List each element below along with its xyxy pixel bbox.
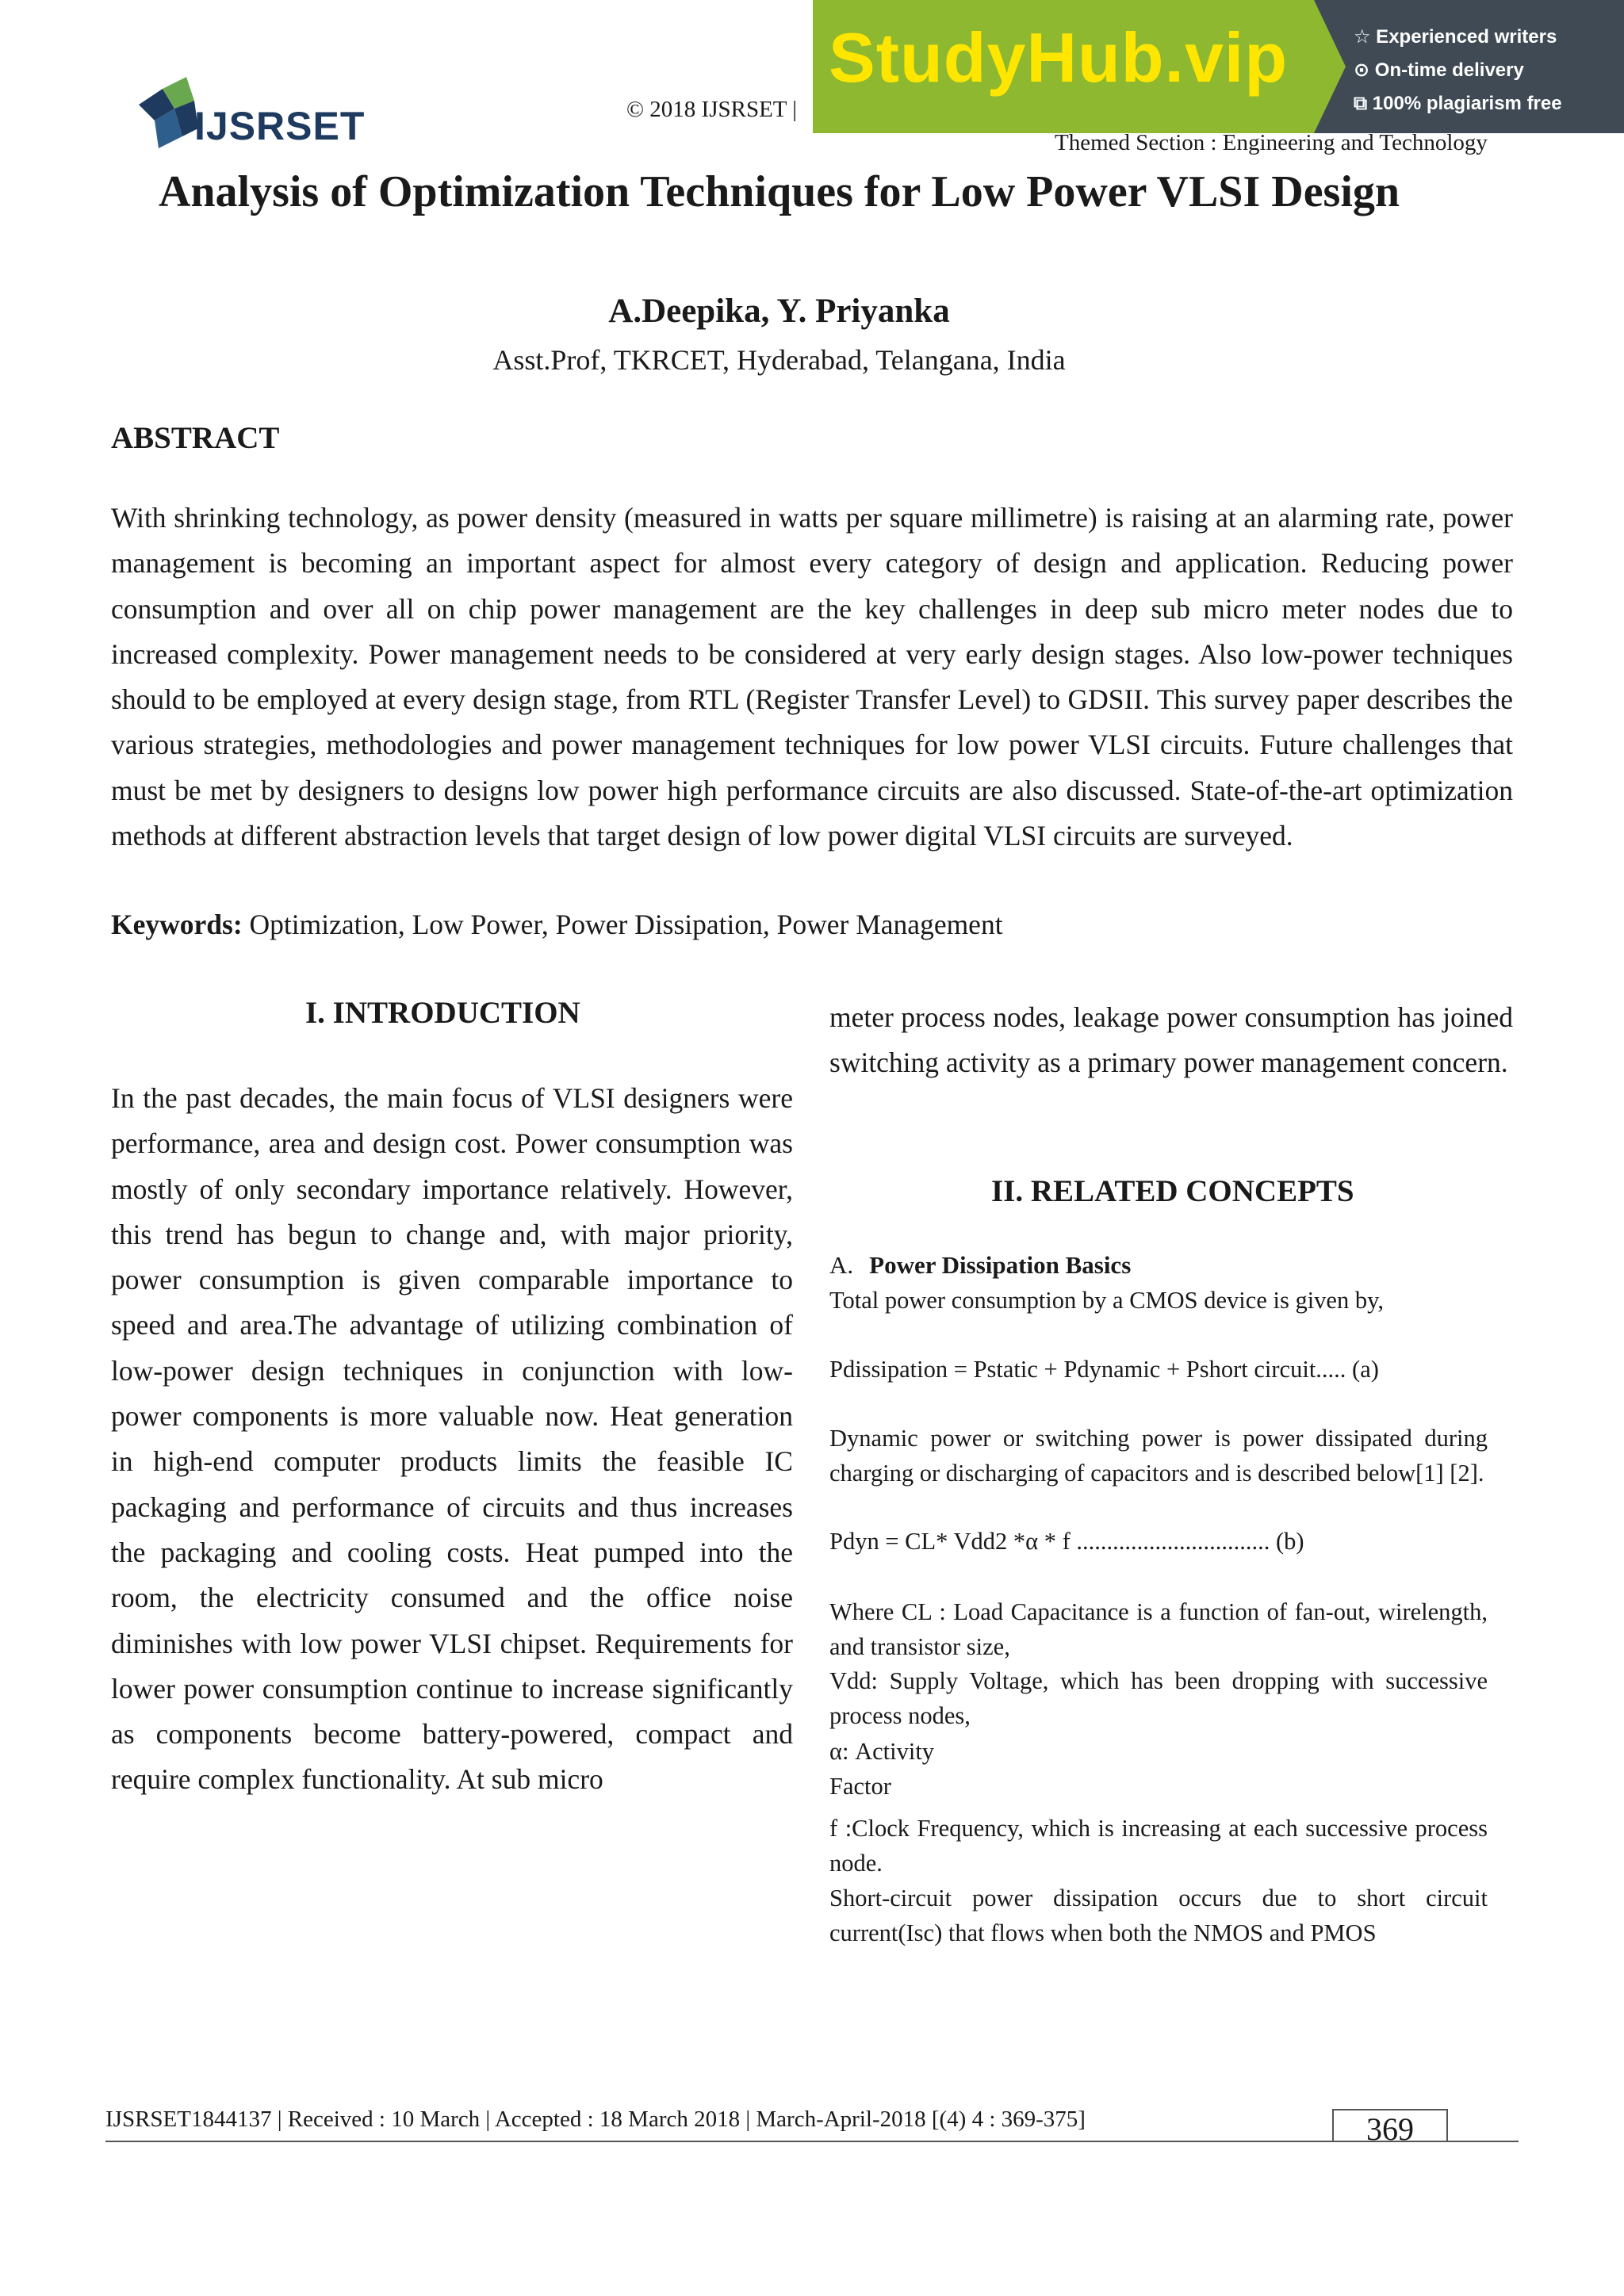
ad-brand-panel [813,0,1314,133]
footer-divider [105,2141,1519,2142]
total-power-text: Total power consumption by a CMOS device is given by, [829,1287,1384,1314]
introduction-continued: meter process nodes, leakage power consumption has joined switching activity as a primary power management concern. [829,1001,1513,1079]
subsection-title: Power Dissipation Basics [869,1251,1132,1279]
ad-feature-plagiarism: ⧉ 100% plagiarism free [1354,93,1562,114]
alpha-factor-line: Factor [829,1772,891,1800]
ad-feature-writers: ☆ Experienced writers [1354,26,1557,48]
logo-mark-icon [131,73,202,160]
ad-arrow-shape [1314,0,1346,133]
ad-brand-text: StudyHub.vip [829,18,1289,97]
ad-feature-delivery: ⊙ On-time delivery [1354,59,1524,81]
equation-b: Pdyn = CL* Vdd2 *α * f ................................ (b) [829,1528,1304,1555]
short-circuit-text: Short-circuit power dissipation occurs due to short circuit current(Isc) that flows when both the NMOS and PMOS [829,1885,1488,1946]
introduction-text: In the past decades, the main focus of VLSI designers were performance, area and design cost. Power consumption was mostly of only secondary importance relatively. However, this trend has begun to change and, with major priority, power consumption is given comparable importance to speed and area.The advantage of utilizing combination of low-power design techniques in conjunction with low-power components is more valuable now. Heat generation in high-end computer products limits the feasible IC packaging and performance of circuits and thus increases the packaging and cooling costs. Heat pumped into the room, the electricity consumed and the office noise diminishes with low power VLSI chipset. Requirements for lower power consumption continue to increase significantly as components become battery-powered, compact and require complex functionality. At sub micro [111,1082,793,1796]
section-related-concepts-heading: II. RELATED CONCEPTS [991,1174,1354,1208]
section-introduction-heading: I. INTRODUCTION [305,996,580,1030]
logo-text: IJSRSET [194,104,366,148]
keywords-list: Optimization, Low Power, Power Dissipation, Power Management [249,909,1003,940]
alpha-text [829,1735,1488,1804]
keywords-label: Keywords: [111,909,243,940]
paper-authors: A.Deepika, Y. Priyanka [608,293,950,330]
footer-citation: IJSRSET1844137 | Received : 10 March | Accepted : 18 March 2018 | March-April-2018 [(4) 4 : 369-375] [105,2107,1086,2132]
ad-banner[interactable] [813,0,1624,133]
equation-a: Pdissipation = Pstatic + Pdynamic + Pshort circuit..... (a) [829,1356,1379,1383]
subsection-letter: A. [829,1251,854,1279]
keywords-line [111,908,1003,941]
journal-logo [131,73,366,160]
dynamic-power-text: Dynamic power or switching power is power dissipated during charging or discharging of capacitors and is described below[1] [2]. [829,1425,1488,1487]
abstract-text: With shrinking technology, as power density (measured in watts per square millimetre) is raising at an alarming rate, power management is becoming an important aspect for almost every category of design and application. Reducing power consumption and over all on chip power management are the key challenges in deep sub micro meter nodes due to increased complexity. Power management needs to be considered at very early design stages. Also low-power techniques should to be employed at every design stage, from RTL (Register Transfer Level) to GDSII. This survey paper describes the various strategies, methodologies and power management techniques for low power VLSI circuits. Future challenges that must be met by designers to designs low power high performance circuits are also discussed. State-of-the-art optimization methods at different abstraction levels that target design of low power digital VLSI circuits are surveyed. [111,502,1513,852]
ad-feature-list [1354,21,1562,121]
abstract-heading: ABSTRACT [111,421,280,455]
subsection-heading [829,1251,1131,1280]
clock-frequency-text: f :Clock Frequency, which is increasing at each successive process node. [829,1815,1488,1877]
themed-section: Themed Section : Engineering and Technology [1055,130,1488,155]
author-affiliation: Asst.Prof, TKRCET, Hyderabad, Telangana, India [492,344,1066,376]
paper-title: Analysis of Optimization Techniques for Low Power VLSI Design [158,167,1400,216]
page-number: 369 [1366,2111,1414,2147]
vdd-text: Vdd: Supply Voltage, which has been dropping with successive process nodes, [829,1667,1488,1729]
alpha-line: α: Activity [829,1738,935,1765]
where-cl-text: Where CL : Load Capacitance is a function of fan-out, wirelength, and transistor size, [829,1598,1488,1660]
copyright-notice: © 2018 IJSRSET | [626,97,798,122]
